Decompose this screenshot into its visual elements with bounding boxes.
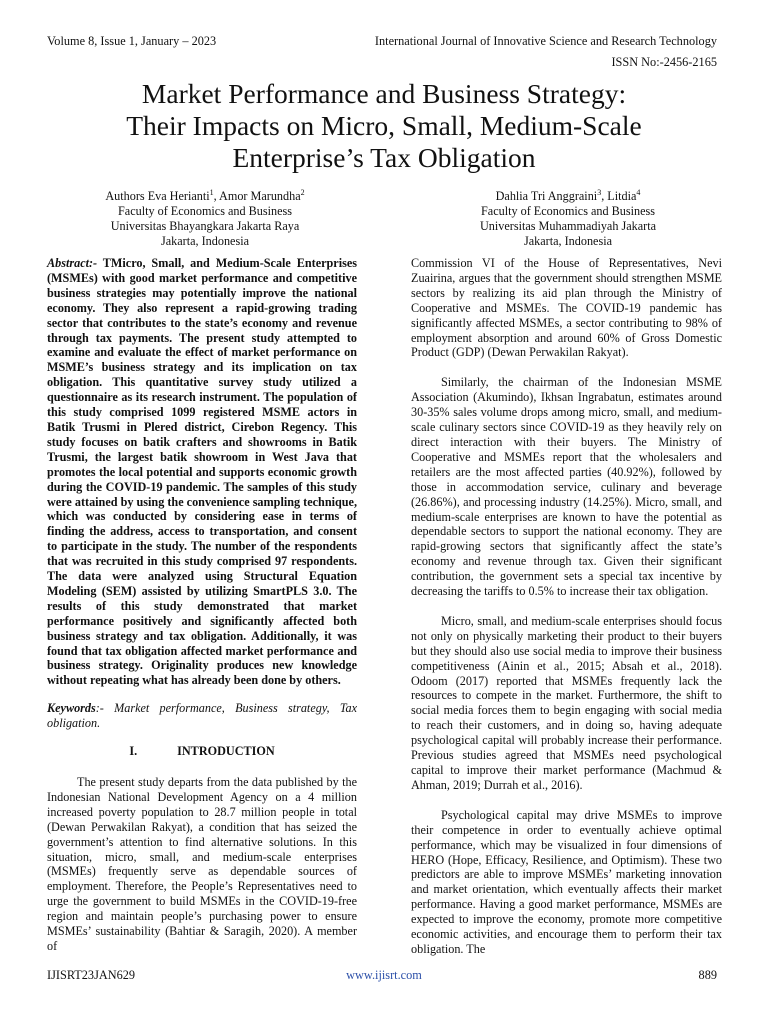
journal-url[interactable]: www.ijisrt.com <box>346 968 422 982</box>
title-line-1: Market Performance and Business Strategy: <box>141 78 627 109</box>
title-line-3: Enterprise’s Tax Obligation <box>232 142 536 173</box>
journal-name: International Journal of Innovative Science and Research Technology <box>374 34 717 48</box>
article-id: IJISRT23JAN629 <box>47 968 136 982</box>
author-university: Universitas Bhayangkara Jakarta Raya <box>110 219 300 233</box>
issn: ISSN No:-2456-2165 <box>611 55 717 69</box>
author-block-left <box>70 189 340 249</box>
author-names: Dahlia Tri Anggraini$^3$, Litdia$^4$ <box>495 188 641 203</box>
author-names: Authors Eva Herianti$^1$, Amor Marundha$^2$ <box>105 188 305 203</box>
left-column <box>47 256 357 969</box>
paragraph: Similarly, the chairman of the Indonesian MSME Association (Akumindo), Ikhsan Ingrabatun, estimates around 30-35% sales volume drops among micro, small, and medium-scale culinary sectors since COVID-19 as they heavily rely on direct interaction with their buyers. The Ministry of Cooperative and MSMEs report that the wholesalers and retailers are the most affected parties (40.92%), followed by those in accommodation service, culinary and beverage (26.86%), and processing industry (14.25%). Micro, small, and medium-scale enterprises are known to have the potential as dependable sectors to support the national economy. They are rapid-growing sectors that significantly affect the state’s economy and revenue through tax. Given their significant contribution, the government sets a special tax incentive by decreasing the tariffs to 0.5% to increase their tax obligation. <box>411 375 722 599</box>
right-column <box>411 256 722 972</box>
section-heading: I. INTRODUCTION <box>129 744 275 759</box>
paragraph: Micro, small, and medium-scale enterprises should focus not only on physically marketing their product to their buyers but they should also use social media to improve their business competitiveness (Ainin et al., 2015; Absah et al., 2018). Odoom (2017) reported that MSMEs frequently lack the resources to compete in the market. Furthermore, the shift to social media forces them to begin engaging with social media to reach their customers, and in doing so, having adequate psychological capital will probably increase their performance. Previous studies agreed that MSMEs need psychological capital to improve their market performance (Machmud & Ahman, 2019; Durrah et al., 2016). <box>411 613 722 792</box>
paper-title <box>40 78 728 174</box>
author-faculty: Faculty of Economics and Business <box>118 204 292 218</box>
author-university: Universitas Muhammadiyah Jakarta <box>480 219 656 233</box>
abstract: Abstract:- TMicro, Small, and Medium-Scale Enterprises (MSMEs) with good market performance and competitive business strategies may potentially improve the national economy. They also represent a rapid-growing trading sector that contributes to the state’s economy and revenue through tax payments. The present study attempted to examine and evaluate the effect of market performance on MSME’s business strategy and its implication on tax obligation. This quantitative survey study utilized a questionnaire as its research instrument. The population of this study comprised 1099 registered MSME actors in Batik Trusmi in Plered district, Cirebon Regency. This study focuses on batik crafters and showrooms in Batik Trusmi, the largest batik showroom in West Java that promotes the local potential and supports economic growth during the COVID-19 pandemic. The samples of this study were attained by using the convenience sampling technique, which was conducted by considering ease in terms of finding the address, access to transportation, and consent to participate in the study. The number of the respondents that was recruited in this study comprised 97 respondents. The data were analyzed using Structural Equation Modeling (SEM) assisted by utilizing SmartPLS 3.0. The results of this study demonstrated that market performance positively and significantly affected both business strategy and tax obligation. Additionally, it was found that tax obligation affected market performance and business strategy. Originality produces new knowledge without repeating what has already been done by others. <box>47 256 357 688</box>
author-block-right <box>433 189 703 249</box>
title-line-2: Their Impacts on Micro, Small, Medium-Scale <box>126 110 642 141</box>
paragraph: The present study departs from the data published by the Indonesian National Development Agency on a 4 million increased poverty population to 28.7 million people in total (Dewan Perwakilan Rakyat), a condition that has seized the government’s attention to find alternative solutions. In this situation, micro, small, and medium-scale enterprises (MSMEs) frequently serve as dependable sources of employment. Therefore, the People’s Representatives need to urge the government to build MSMEs in the COVID-19-free region and maintain people’s purchasing power to ensure MSMEs’ sustainability (Bahtiar & Saragih, 2020). A member of <box>47 775 357 953</box>
page-number: 889 <box>698 968 717 982</box>
keywords: Keywords:- Market performance, Business strategy, Tax obligation. <box>47 701 357 731</box>
author-location: Jakarta, Indonesia <box>161 234 249 248</box>
author-location: Jakarta, Indonesia <box>524 234 612 248</box>
paragraph: Commission VI of the House of Representatives, Nevi Zuairina, argues that the government should strengthen MSME sectors by realizing its aid plan through the Ministry of Cooperative and MSMEs. The COVID-19 pandemic has significantly affected MSMEs, a sector contributing to 98% of employment absorption and around 60% of Gross Domestic Product (GDP) (Dewan Perwakilan Rakyat). <box>411 256 722 360</box>
paragraph: Psychological capital may drive MSMEs to improve their competence in order to eventually achieve optimal performance, which may be visualized in four dimensions of HERO (Hope, Efficacy, Resilience, and Optimism). These two predictors are able to improve MSMEs’ marketing innovation and market orientation, which eventually affects their market performance. Having a good market performance, MSMEs are expected to improve the economy, promote more competitive economic activities, and encourage them to perform their tax obligation. The <box>411 807 722 956</box>
volume-info: Volume 8, Issue 1, January – 2023 <box>47 34 217 48</box>
author-faculty: Faculty of Economics and Business <box>481 204 655 218</box>
